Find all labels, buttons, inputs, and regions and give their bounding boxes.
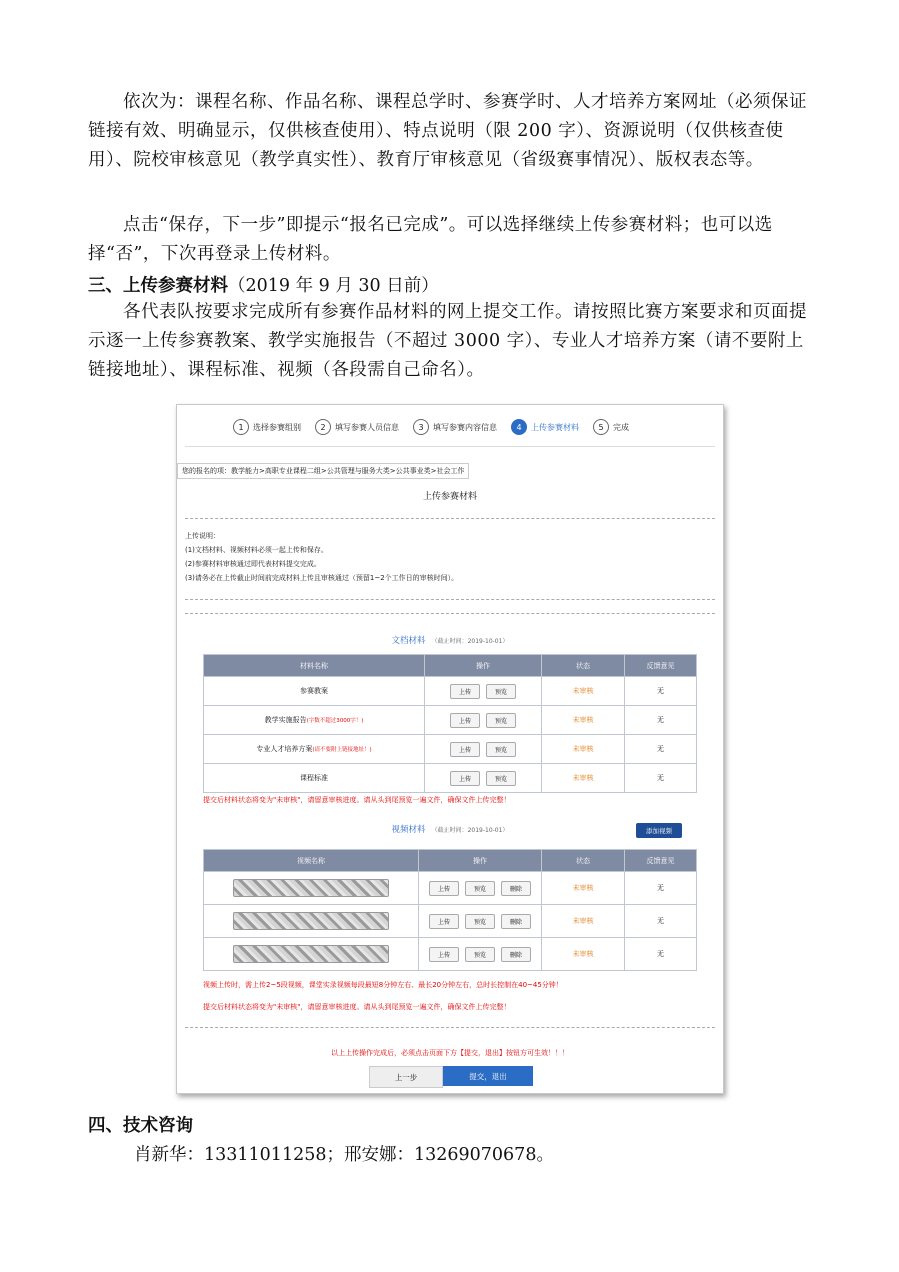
upload-button[interactable]: 上传	[450, 771, 480, 786]
column-header: 操作	[419, 850, 542, 872]
name-text: 课程标准	[300, 774, 328, 782]
status: 未审核	[542, 677, 625, 706]
video-name-cell	[204, 938, 419, 971]
registration-path: 您的报名的项：教学能力>高职专业课程二组>公共管理与服务大类>公共事业类>社会工作	[177, 463, 469, 479]
video-name-cell	[204, 905, 419, 938]
actions	[419, 872, 542, 905]
material-name	[204, 677, 425, 706]
feedback: 无	[625, 735, 697, 764]
step-3[interactable]	[413, 419, 497, 435]
video-table	[203, 849, 697, 971]
doc-table	[203, 654, 697, 793]
actions	[425, 677, 542, 706]
upload-button[interactable]: 上传	[429, 881, 459, 896]
deadline: （截止时间：2019-10-01）	[431, 827, 509, 834]
delete-button[interactable]: 删除	[501, 881, 531, 896]
step-label: 填写参赛内容信息	[433, 422, 497, 432]
column-header: 反馈意见	[625, 850, 697, 872]
table-row	[204, 764, 697, 793]
doc-warning: 提交后材料状态将变为"未审核"，请留意审核进度。请从头到尾预览一遍文件，确保文件上传完整！	[203, 796, 511, 804]
name-text: 教学实施报告	[264, 716, 307, 724]
step-number: 2	[315, 419, 331, 435]
heading-upload-title: 三、上传参赛材料	[88, 276, 228, 296]
step-label: 上传参赛材料	[531, 422, 579, 432]
video-name-input[interactable]	[233, 945, 389, 963]
upload-notes	[185, 529, 458, 585]
delete-button[interactable]: 删除	[501, 947, 531, 962]
section-title-text: 视频材料	[391, 825, 426, 835]
step-4[interactable]	[511, 419, 579, 435]
feedback: 无	[625, 677, 697, 706]
panel-title: 上传参赛材料	[422, 492, 477, 502]
preview-button[interactable]: 预览	[465, 947, 495, 962]
preview-button[interactable]: 预览	[465, 881, 495, 896]
actions	[425, 706, 542, 735]
divider	[185, 446, 715, 447]
step-indicator	[233, 417, 635, 437]
status: 未审核	[542, 706, 625, 735]
step-number: 3	[413, 419, 429, 435]
upload-button[interactable]: 上传	[429, 947, 459, 962]
upload-button[interactable]: 上传	[450, 742, 480, 757]
submit-button[interactable]: 提交，退出	[443, 1066, 533, 1086]
step-number: 4	[511, 419, 527, 435]
table-header	[204, 655, 697, 677]
note-line: (1)文档材料、视频材料必须一起上传和保存。	[185, 546, 328, 554]
paragraph-upload: 各代表队按要求完成所有参赛作品材料的网上提交工作。请按照比赛方案要求和页面提示逐一上传参赛教案、教学实施报告（不超过 3000 字）、专业人才培养方案（请不要附上链接地址）、课程标准、视频（各段需自己命名）。	[88, 302, 807, 380]
step-label: 填写参赛人员信息	[335, 422, 399, 432]
status: 未审核	[542, 764, 625, 793]
material-name	[204, 706, 425, 735]
divider	[185, 599, 715, 600]
upload-button[interactable]: 上传	[429, 914, 459, 929]
status: 未审核	[542, 872, 625, 905]
heading-support: 四、技术咨询	[88, 1116, 193, 1136]
note-line: 上传说明：	[185, 532, 220, 540]
step-5[interactable]	[593, 419, 629, 435]
feedback: 无	[625, 872, 697, 905]
feedback: 无	[625, 764, 697, 793]
divider	[185, 1027, 715, 1028]
name-text: 专业人才培养方案	[256, 745, 313, 753]
divider	[185, 613, 715, 614]
bottom-note: 以上上传操作完成后，必须点击页面下方【提交，退出】按钮方可生效！！！	[331, 1049, 569, 1057]
upload-button[interactable]: 上传	[450, 713, 480, 728]
step-label: 选择参赛组别	[253, 422, 301, 432]
video-name-input[interactable]	[233, 912, 389, 930]
step-1[interactable]	[233, 419, 301, 435]
column-header: 状态	[542, 850, 625, 872]
feedback: 无	[625, 706, 697, 735]
heading-upload	[88, 274, 439, 298]
preview-button[interactable]: 预览	[465, 914, 495, 929]
doc-section-title	[177, 634, 723, 646]
table-header	[204, 850, 697, 872]
table-row	[204, 677, 697, 706]
section-title-text: 文档材料	[391, 636, 426, 646]
step-label: 完成	[613, 422, 629, 432]
step-number: 1	[233, 419, 249, 435]
column-header: 视频名称	[204, 850, 419, 872]
material-name	[204, 764, 425, 793]
divider	[185, 518, 715, 519]
note-line: (2)参赛材料审核通过即代表材料提交完成。	[185, 560, 321, 568]
table-row	[204, 706, 697, 735]
contact-info: 肖新华：13311011258；邢安娜：13269070678。	[134, 1145, 554, 1165]
status: 未审核	[542, 735, 625, 764]
actions	[425, 735, 542, 764]
add-video-button[interactable]: 添加视频	[636, 823, 682, 838]
actions	[425, 764, 542, 793]
table-row	[204, 905, 697, 938]
step-number: 5	[593, 419, 609, 435]
name-hint: (请不要附上链接地址！)	[312, 747, 372, 753]
upload-button[interactable]: 上传	[450, 684, 480, 699]
table-row	[204, 872, 697, 905]
video-name-input[interactable]	[233, 879, 389, 897]
video-warning: 提交后材料状态将变为"未审核"，请留意审核进度。请从头到尾预览一遍文件，确保文件上传完整！	[203, 1003, 511, 1011]
status: 未审核	[542, 938, 625, 971]
preview-button[interactable]: 预览	[486, 684, 516, 699]
delete-button[interactable]: 删除	[501, 914, 531, 929]
paragraph-fields: 依次为：课程名称、作品名称、课程总学时、参赛学时、人才培养方案网址（必须保证链接有效、明确显示，仅供核查使用）、特点说明（限 200 字）、资源说明（仅供核查使用）、院校审核意见（教学真实性）、教育厅审核意见（省级赛事情况）、版权表态等。	[88, 92, 807, 170]
material-name	[204, 735, 425, 764]
name-text: 参赛教案	[300, 687, 328, 695]
paragraph-save: 点击“保存，下一步”即提示“报名已完成”。可以选择继续上传参赛材料；也可以选择“否”，下次再登录上传材料。	[88, 215, 773, 264]
column-header: 材料名称	[204, 655, 425, 677]
video-note: 视频上传时，需上传2~5段视频，课堂实录视频每段最短8分钟左右、最长20分钟左右，总时长控制在40~45分钟！	[203, 981, 563, 989]
step-2[interactable]	[315, 419, 399, 435]
column-header: 反馈意见	[625, 655, 697, 677]
status: 未审核	[542, 905, 625, 938]
nav-buttons	[369, 1066, 533, 1088]
prev-button[interactable]: 上一步	[369, 1066, 443, 1088]
preview-button[interactable]: 预览	[486, 713, 516, 728]
preview-button[interactable]: 预览	[486, 742, 516, 757]
feedback: 无	[625, 905, 697, 938]
feedback: 无	[625, 938, 697, 971]
table-row	[204, 938, 697, 971]
video-name-cell	[204, 872, 419, 905]
actions	[419, 938, 542, 971]
heading-upload-note: （2019 年 9 月 30 日前）	[228, 276, 439, 296]
deadline: （截止时间：2019-10-01）	[431, 638, 509, 645]
column-header: 状态	[542, 655, 625, 677]
column-header: 操作	[425, 655, 542, 677]
note-line: (3)请务必在上传截止时间前完成材料上传且审核通过（预留1~2个工作日的审核时间）。	[185, 574, 459, 582]
table-row	[204, 735, 697, 764]
upload-screenshot	[176, 404, 724, 1094]
name-hint: (字数不超过3000字！)	[306, 718, 364, 724]
actions	[419, 905, 542, 938]
preview-button[interactable]: 预览	[486, 771, 516, 786]
